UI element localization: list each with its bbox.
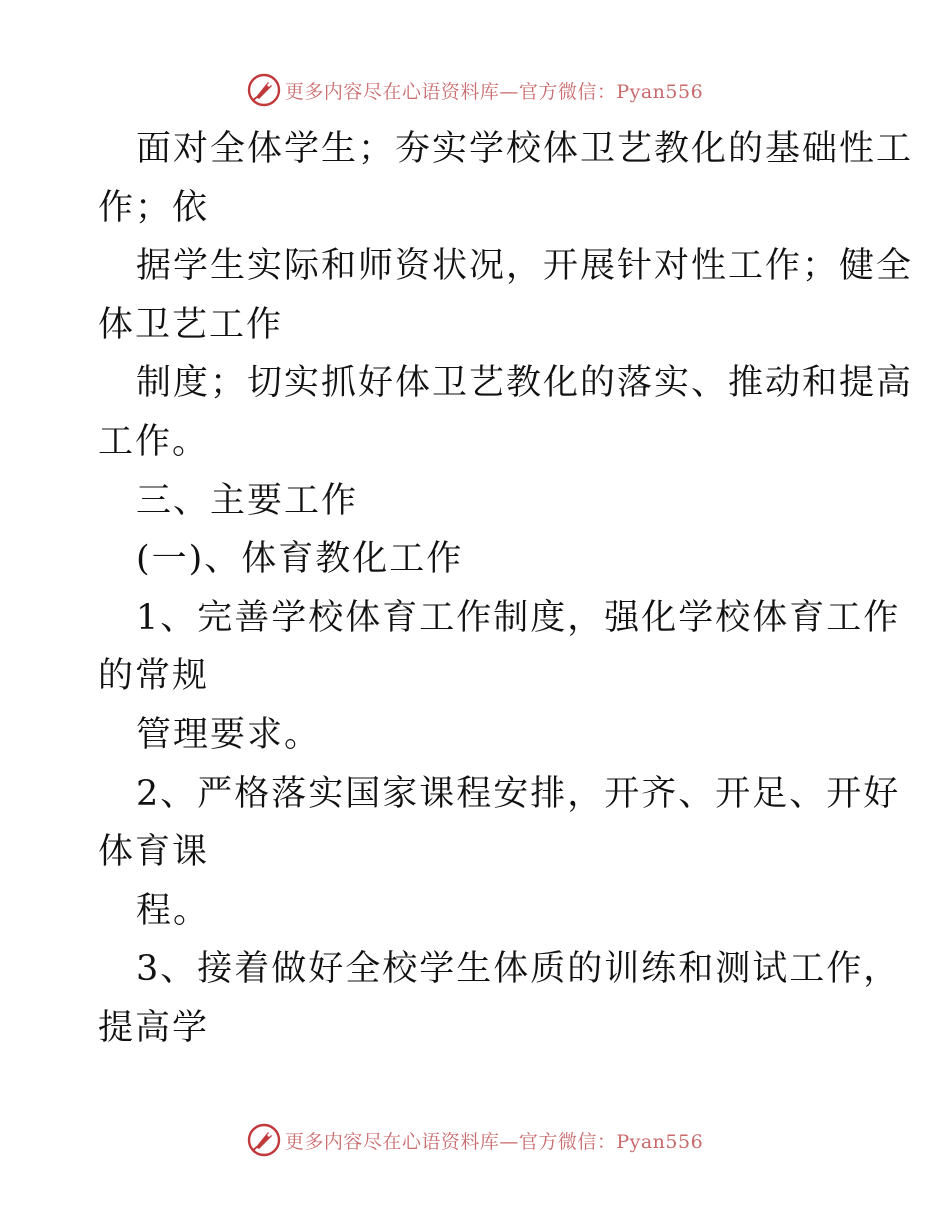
text-line: 面对全体学生；夯实学校体卫艺教化的基础性工	[136, 129, 914, 169]
text-line: 3、接着做好全校学生体质的训练和测试工作，	[136, 949, 901, 990]
text-line: 据学生实际和师资状况，开展针对性工作；健全	[136, 246, 914, 287]
text-line: 的常规	[98, 656, 210, 697]
banner-text: 更多内容尽在心语资料库—官方微信：Pyan556	[284, 80, 704, 103]
text-line: 体卫艺工作	[98, 304, 284, 345]
text-line: 1、完善学校体育工作制度，强化学校体育工作	[136, 597, 901, 638]
text-line: 工作。	[98, 421, 210, 462]
subsection-heading: (一)、体育教化工作	[136, 539, 464, 580]
footer-banner	[0, 1120, 950, 1160]
pen-nib-logo-icon	[247, 1123, 281, 1157]
text-line: 作；依	[98, 187, 210, 228]
text-line: 程。	[136, 890, 211, 931]
text-line: 提高学	[98, 1007, 210, 1048]
document-body	[98, 120, 914, 1058]
section-heading: 三、主要工作	[136, 480, 359, 521]
text-line: 2、严格落实国家课程安排，开齐、开足、开好	[136, 773, 901, 814]
banner-text: 更多内容尽在心语资料库—官方微信：Pyan556	[284, 1130, 704, 1153]
text-line: 体育课	[98, 832, 210, 873]
header-banner	[0, 70, 950, 110]
text-line: 制度；切实抓好体卫艺教化的落实、推动和提高	[136, 363, 914, 404]
text-line: 管理要求。	[136, 714, 322, 755]
pen-nib-logo-icon	[247, 73, 281, 107]
